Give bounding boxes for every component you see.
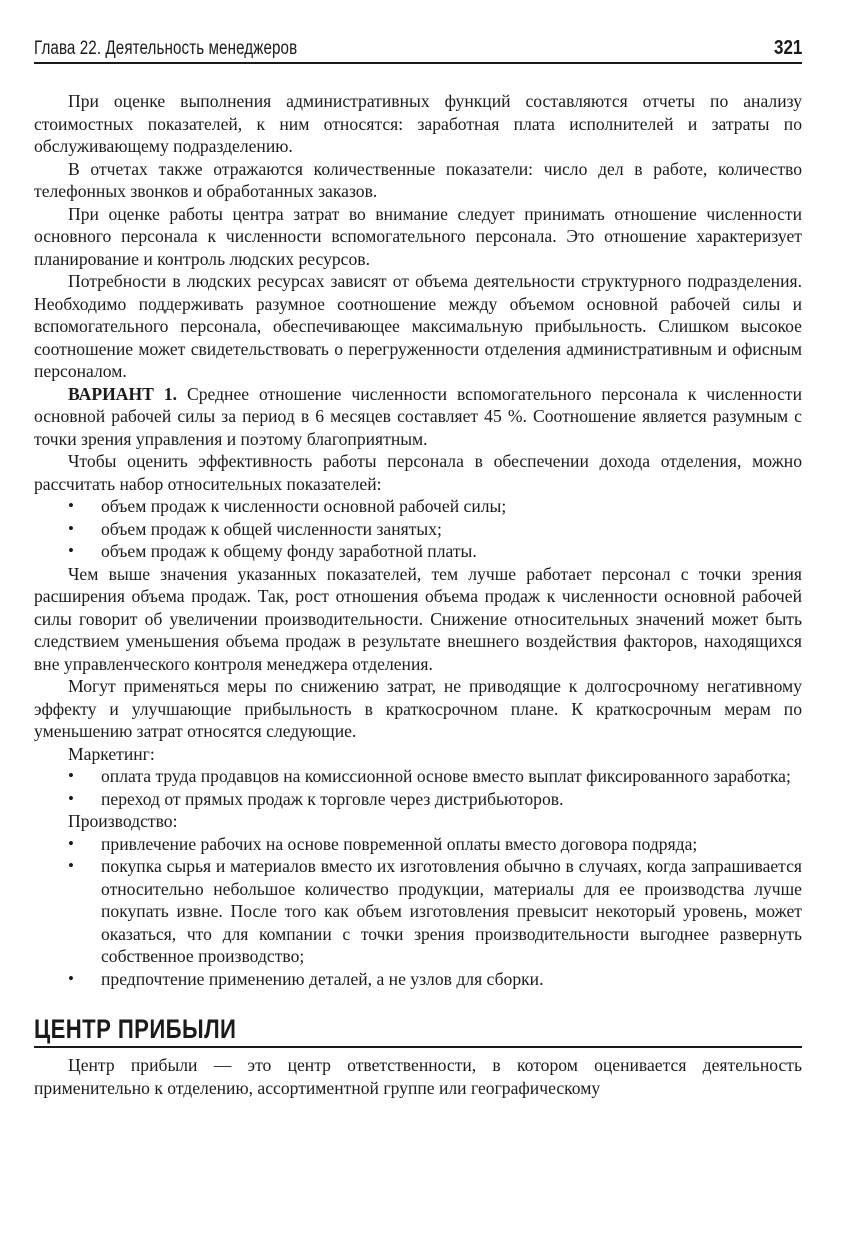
- section-heading-text: ЦЕНТР ПРИБЫЛИ: [34, 1014, 237, 1044]
- list-item-text: предпочтение применению деталей, а не узлов для сборки.: [101, 968, 544, 989]
- chapter-title: Глава 22. Деятельность менеджеров: [34, 38, 298, 59]
- variant-label: ВАРИАНТ 1.: [68, 383, 178, 404]
- list-item-text: привлечение рабочих на основе повременной оплаты вместо договора подряда;: [101, 833, 698, 854]
- production-label: Производство:: [68, 811, 178, 831]
- bullet-icon: •: [68, 518, 74, 538]
- list-item: [34, 855, 802, 968]
- list-item-text: объем продаж к общей численности занятых;: [101, 518, 442, 539]
- page-number: 321: [773, 37, 802, 59]
- list-item-text: покупка сырья и материалов вместо их изготовления обычно в случаях, когда запрашивается относительно небольшое количество продукции, материалы для ее производства лучше покупать извне. После того как объем изготовления превысит некоторый уровень, может оказаться, что для компании с точки зрения производительности выгоднее развернуть собственное производство;: [101, 856, 802, 966]
- marketing-label: Маркетинг:: [68, 743, 155, 764]
- list-item: [34, 968, 802, 991]
- list-item: [34, 833, 802, 856]
- indicators-list: [34, 495, 802, 563]
- list-item-text: переход от прямых продаж к торговле через дистрибьюторов.: [101, 788, 564, 809]
- variant-text: Среднее отношение численности вспомогательного персонала к численности основной рабочей силы за период в 6 месяцев составляет 45 %. Соотношение является разумным с точки зрения управления и поэтому благоприятным.: [34, 383, 803, 449]
- paragraph: Могут применяться меры по снижению затрат, не приводящие к долгосрочному негативному эффекту и улучшающие прибыльность в краткосрочном плане. К краткосрочным мерам по уменьшению затрат относятся следующие.: [34, 676, 802, 741]
- list-item: [34, 765, 802, 788]
- bullet-icon: •: [68, 856, 74, 875]
- bullet-icon: •: [68, 766, 74, 785]
- bullet-icon: •: [68, 496, 74, 515]
- paragraph: Потребности в людских ресурсах зависят от объема деятельности структурного подразделения. Необходимо поддерживать разумное соотношение между объемом основной рабочей силы и вспомогательного персонала, обеспечивающее максимальную прибыльность. Слишком высокое соотношение может свидетельствовать о перегруженности отделения административным и офисным персоналом.: [34, 271, 802, 381]
- body-text: [34, 90, 802, 1099]
- list-item: [34, 518, 802, 541]
- marketing-list: [34, 765, 802, 810]
- paragraph: При оценке работы центра затрат во внимание следует принимать отношение численности основного персонала к численности вспомогательного персонала. Это отношение характеризует планирование и контроль людских ресурсов.: [34, 203, 802, 269]
- paragraph: Центр прибыли — это центр ответственности, в котором оценивается деятельность применительно к отделению, ассортиментной группе или географическому: [34, 1055, 802, 1098]
- bullet-icon: •: [68, 968, 74, 988]
- paragraph: Чем выше значения указанных показателей, тем лучше работает персонал с точки зрения расширения объема продаж. Так, рост отношения объема продаж к численности основной рабочей силы говорит об увеличении производительности. Снижение относительных значений может быть следствием уменьшения объема продаж в результате внешнего воздействия факторов, находящихся вне управленческого контроля менеджера отделения.: [34, 563, 802, 674]
- list-item: [34, 495, 802, 518]
- paragraph-variant-1: [34, 383, 802, 451]
- section-heading: [34, 1014, 802, 1048]
- paragraph: При оценке выполнения административных функций составляются отчеты по анализу стоимостных показателей, к ним относятся: заработная плата исполнителей и затраты по обслуживающему подразделению.: [34, 91, 802, 156]
- bullet-icon: •: [68, 788, 74, 808]
- list-item: [34, 540, 802, 563]
- bullet-icon: •: [68, 833, 74, 853]
- list-item-text: объем продаж к общему фонду заработной платы.: [101, 541, 477, 561]
- bullet-icon: •: [68, 541, 74, 560]
- production-list: [34, 833, 802, 991]
- book-page: [34, 30, 802, 1099]
- paragraph: Чтобы оценить эффективность работы персонала в обеспечении дохода отделения, можно рассчитать набор относительных показателей:: [34, 451, 802, 494]
- paragraph: В отчетах также отражаются количественные показатели: число дел в работе, количество телефонных звонков и обработанных заказов.: [34, 158, 802, 201]
- list-item-text: оплата труда продавцов на комиссионной основе вместо выплат фиксированного заработка;: [101, 766, 791, 786]
- running-header: [34, 30, 802, 64]
- list-item: [34, 788, 802, 811]
- list-item-text: объем продаж к численности основной рабочей силы;: [101, 496, 507, 516]
